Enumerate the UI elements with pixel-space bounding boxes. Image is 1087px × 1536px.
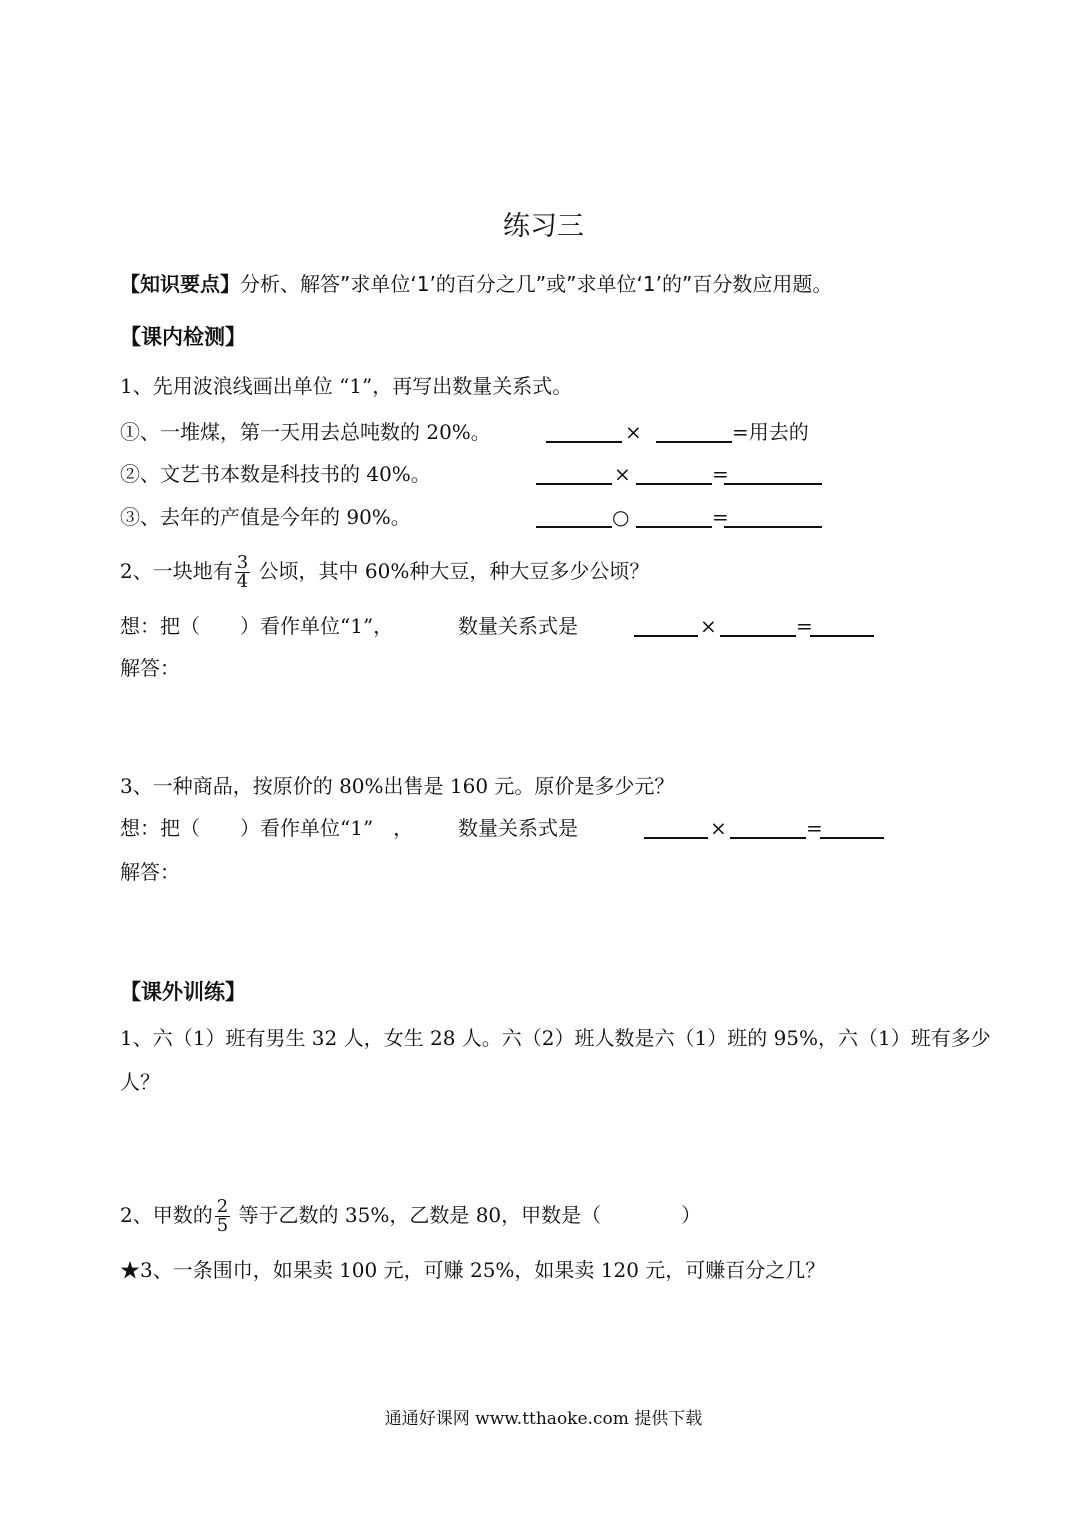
answer-blank[interactable] xyxy=(820,837,884,839)
answer-blank[interactable] xyxy=(536,483,612,485)
multiply-symbol: × xyxy=(700,614,717,638)
answer-blank[interactable] xyxy=(636,483,712,485)
question-1-item-1-text: ①、一堆煤，第一天用去总吨数的 20%。 xyxy=(120,420,491,444)
question-1-text: 1、先用波浪线画出单位 “1”，再写出数量关系式。 xyxy=(120,374,573,398)
equals-symbol: = xyxy=(806,816,823,840)
extra-question-2-text xyxy=(120,1194,701,1236)
question-2-prefix: 2、一块地有 xyxy=(120,559,233,583)
key-points-text: 分析、解答”求单位‘1’的百分之几”或”求单位‘1’的”百分数应用题。 xyxy=(240,272,833,296)
extra-question-1-line-2: 人？ xyxy=(120,1070,160,1094)
question-3-text: 3、一种商品，按原价的 80%出售是 160 元。原价是多少元？ xyxy=(120,774,675,798)
answer-blank[interactable] xyxy=(536,526,612,528)
question-2-think: 想：把（ ）看作单位“1”， xyxy=(120,614,394,638)
fraction-numerator: 3 xyxy=(236,552,249,573)
extra-question-2-suffix: 等于乙数的 35%，乙数是 80，甲数是（ ） xyxy=(232,1203,702,1227)
question-3-answer-label: 解答： xyxy=(120,860,180,884)
fraction-numerator: 2 xyxy=(216,1196,229,1217)
answer-blank[interactable] xyxy=(634,635,698,637)
question-1-item-2-text: ②、文艺书本数是科技书的 40%。 xyxy=(120,462,431,486)
page-footer: 通通好课网 www.tthaoke.com 提供下载 xyxy=(384,1409,703,1429)
equals-symbol: = xyxy=(712,505,729,529)
fraction xyxy=(215,1198,230,1235)
page-title: 练习三 xyxy=(503,211,584,242)
answer-blank[interactable] xyxy=(724,483,822,485)
section-extra-heading: 【课外训练】 xyxy=(120,980,246,1004)
equals-symbol: = xyxy=(712,462,729,486)
answer-blank[interactable] xyxy=(546,441,622,443)
equals-symbol: = xyxy=(796,614,813,638)
question-3-relation-label: 数量关系式是 xyxy=(458,816,578,840)
key-points-label: 【知识要点】 xyxy=(120,272,240,296)
question-3-think: 想：把（ ）看作单位“1” ， xyxy=(120,816,414,840)
fraction-denominator: 4 xyxy=(236,571,249,592)
operator-circle[interactable]: ○ xyxy=(612,505,630,529)
question-2-relation-label: 数量关系式是 xyxy=(458,614,578,638)
fraction xyxy=(235,554,250,591)
multiply-symbol: × xyxy=(625,420,642,444)
key-points-line xyxy=(120,272,832,296)
result-label: =用去的 xyxy=(732,420,809,444)
answer-blank[interactable] xyxy=(636,526,712,528)
extra-question-1-line-1: 1、六（1）班有男生 32 人，女生 28 人。六（2）班人数是六（1）班的 95%，六（1）班有多少 xyxy=(120,1026,991,1050)
multiply-symbol: × xyxy=(614,462,631,486)
answer-blank[interactable] xyxy=(730,837,806,839)
answer-blank[interactable] xyxy=(724,526,822,528)
answer-blank[interactable] xyxy=(644,837,708,839)
extra-question-3-text: ★3、一条围巾，如果卖 100 元，可赚 25%，如果卖 120 元，可赚百分之几？ xyxy=(120,1258,826,1282)
question-2-answer-label: 解答： xyxy=(120,656,180,680)
question-2-text xyxy=(120,550,649,592)
question-1-item-3-text: ③、去年的产值是今年的 90%。 xyxy=(120,505,411,529)
fraction-denominator: 5 xyxy=(216,1215,229,1236)
answer-blank[interactable] xyxy=(810,635,874,637)
answer-blank[interactable] xyxy=(656,441,732,443)
section-in-class-heading: 【课内检测】 xyxy=(120,325,246,349)
answer-blank[interactable] xyxy=(720,635,796,637)
question-2-suffix: 公顷，其中 60%种大豆，种大豆多少公顷？ xyxy=(252,559,650,583)
extra-question-2-prefix: 2、甲数的 xyxy=(120,1203,213,1227)
multiply-symbol: × xyxy=(710,816,727,840)
